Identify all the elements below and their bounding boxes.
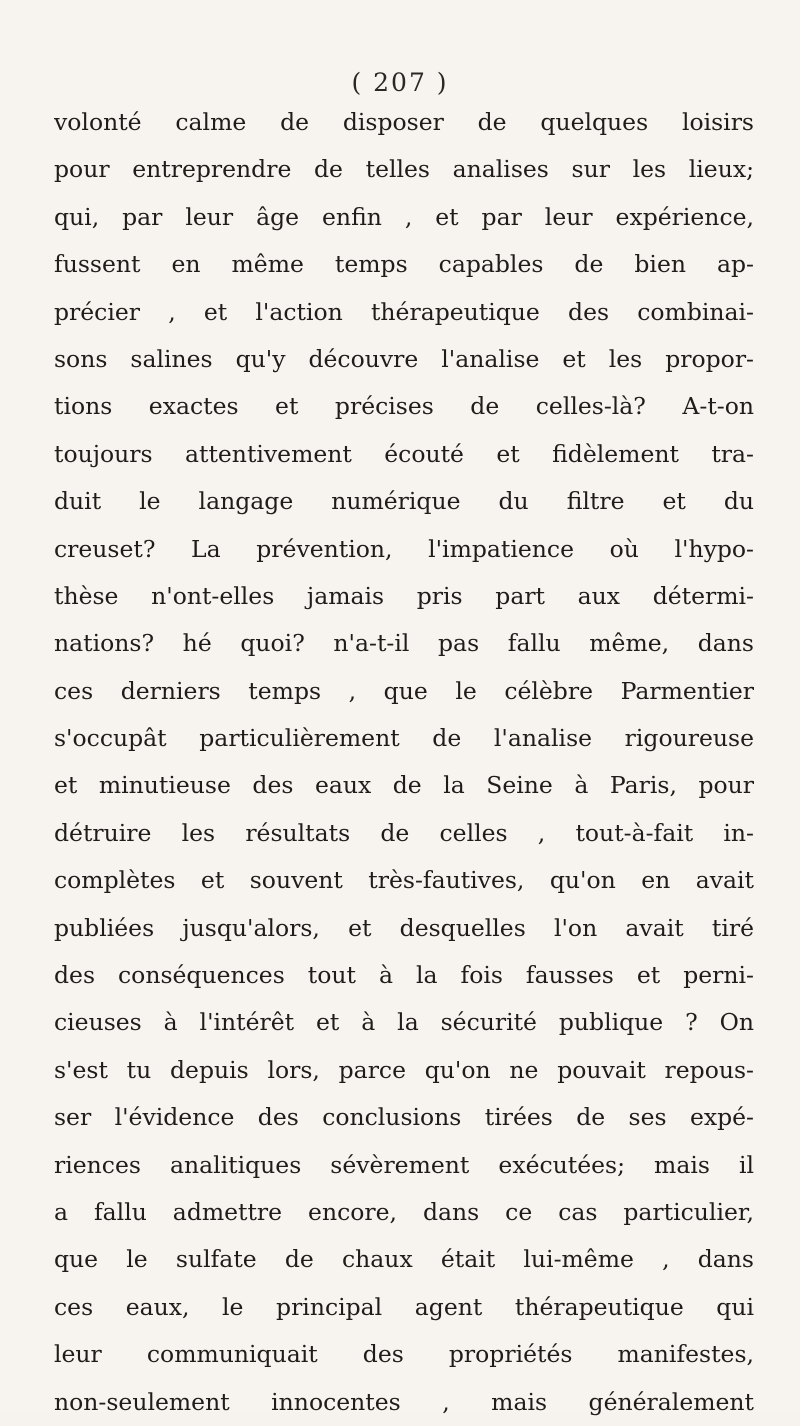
text-line: complètes et souvent très-fautives, qu'on en avait	[54, 866, 754, 895]
text-line: creuset? La prévention, l'impatience où l'hypo-	[54, 534, 754, 563]
text-line: et minutieuse des eaux de la Seine à Paris, pour	[54, 771, 754, 800]
text-line: s'est tu depuis lors, parce qu'on ne pouvait repous-	[54, 1055, 754, 1084]
page-number: ( 207 )	[351, 68, 449, 97]
text-line: nations? hé quoi? n'a-t-il pas fallu même, dans	[54, 629, 754, 658]
text-line: des conséquences tout à la fois fausses et perni-	[54, 961, 754, 990]
text-line: leur communiquait des propriétés manifestes,	[54, 1340, 754, 1369]
text-line: s'occupât particulièrement de l'analise rigoureuse	[54, 724, 754, 753]
text-line: publiées jusqu'alors, et desquelles l'on avait tiré	[54, 913, 754, 942]
text-line: fussent en même temps capables de bien ap-	[54, 250, 754, 279]
text-line: a fallu admettre encore, dans ce cas particulier,	[54, 1197, 754, 1226]
text-line: non-seulement innocentes , mais généralement	[54, 1387, 754, 1416]
text-line: ser l'évidence des conclusions tirées de ses expé-	[54, 1103, 754, 1132]
text-line: qui, par leur âge enfin , et par leur expérience,	[54, 202, 754, 231]
text-line: duit le langage numérique du filtre et du	[54, 487, 754, 516]
text-line: volonté calme de disposer de quelques loisirs	[54, 108, 754, 136]
text-line: toujours attentivement écouté et fidèlement tra-	[54, 439, 754, 468]
text-line: riences analitiques sévèrement exécutées; mais il	[54, 1150, 754, 1179]
text-line: pour entreprendre de telles analises sur les lieux;	[54, 155, 754, 184]
text-line: ces derniers temps , que le célèbre Parmentier	[54, 676, 754, 705]
text-line: tions exactes et précises de celles-là? A-t-on	[54, 392, 754, 421]
text-line: thèse n'ont-elles jamais pris part aux détermi-	[54, 581, 754, 610]
text-line: ces eaux, le principal agent thérapeutique qui	[54, 1292, 754, 1321]
text-line: cieuses à l'intérêt et à la sécurité publique ? On	[54, 1008, 754, 1037]
text-line: détruire les résultats de celles , tout-à-fait in-	[54, 818, 754, 847]
body-text	[54, 99, 754, 1426]
text-line: que le sulfate de chaux était lui-même , dans	[54, 1245, 754, 1274]
text-line: sons salines qu'y découvre l'analise et les propor-	[54, 344, 754, 373]
text-line: précier , et l'action thérapeutique des combinai-	[54, 297, 754, 326]
